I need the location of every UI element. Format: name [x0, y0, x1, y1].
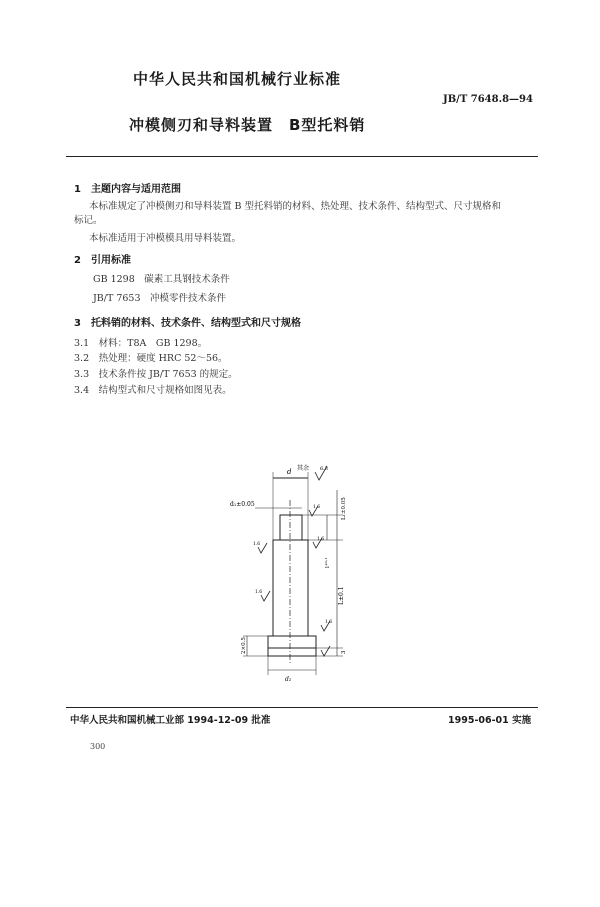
pin-body-outline: [273, 540, 308, 636]
section-1-heading: 1 主题内容与适用范围: [74, 184, 181, 195]
approval-note: 中华人民共和国机械工业部 1994-12-09 批准: [70, 715, 271, 726]
section-1-paragraph-2: 本标准适用于冲模模具用导料装置。: [89, 233, 242, 244]
page-number: 300: [90, 742, 106, 751]
roughness-label: 1.6: [255, 590, 263, 595]
section-3-item: 3.1 材料：T8A GB 1298。: [74, 338, 208, 349]
section-1-paragraph-1: 本标准规定了冲模侧刃和导料装置 B 型托料销的材料、热处理、技术条件、结构型式、尺寸规格和: [89, 201, 502, 212]
rest-roughness: 6.3: [320, 466, 328, 472]
dim-label-top: L₁±0.05: [341, 497, 347, 520]
dim-label-d: d: [287, 468, 292, 476]
section-3-item: 3.4 结构型式和尺寸规格如图见表。: [74, 385, 232, 396]
section-1-paragraph-1-cont: 标记。: [74, 215, 103, 226]
roughness-symbol: [321, 646, 330, 656]
pin-technical-drawing: [225, 460, 375, 690]
reference-item: GB 1298 碳素工具钢技术条件: [93, 274, 230, 285]
reference-item: JB/T 7653 冲模零件技术条件: [93, 293, 227, 304]
section-3-item: 3.2 热处理：硬度 HRC 52～56。: [74, 353, 228, 364]
dim-label-3: 3: [341, 650, 347, 654]
effective-date: 1995-06-01 实施: [448, 715, 532, 726]
document-title: 冲模侧刃和导料装置 B型托料销: [129, 116, 366, 134]
roughness-symbol: [261, 591, 270, 601]
roughness-label: 1.6: [253, 542, 261, 547]
pin-collar-outline: [268, 636, 316, 648]
standard-organization: 中华人民共和国机械行业标准: [133, 70, 342, 88]
dim-label-2: 2×0.5: [241, 637, 247, 654]
standard-code: JB/T 7648.8—94: [443, 94, 533, 105]
rest-note: 其余: [297, 465, 310, 472]
roughness-label: 1.6: [325, 620, 333, 625]
dim-label-d1: d₁±0.05: [230, 501, 255, 508]
header-rule: [66, 156, 538, 157]
dim-label-d2: d₂: [285, 676, 292, 683]
pin-head-outline: [280, 515, 302, 540]
dim-label-l: l⁺⁰·¹: [325, 557, 331, 568]
section-3-heading: 3 托料销的材料、技术条件、结构型式和尺寸规格: [74, 318, 301, 329]
footer-rule: [66, 707, 538, 708]
pin-base-outline: [268, 648, 316, 656]
roughness-label: 1.6: [317, 537, 325, 542]
section-3-item: 3.3 技术条件按 JB/T 7653 的规定。: [74, 369, 238, 380]
dim-label-L: L±0.1: [338, 586, 345, 605]
roughness-label: 1.6: [313, 505, 321, 510]
section-2-heading: 2 引用标准: [74, 255, 131, 266]
